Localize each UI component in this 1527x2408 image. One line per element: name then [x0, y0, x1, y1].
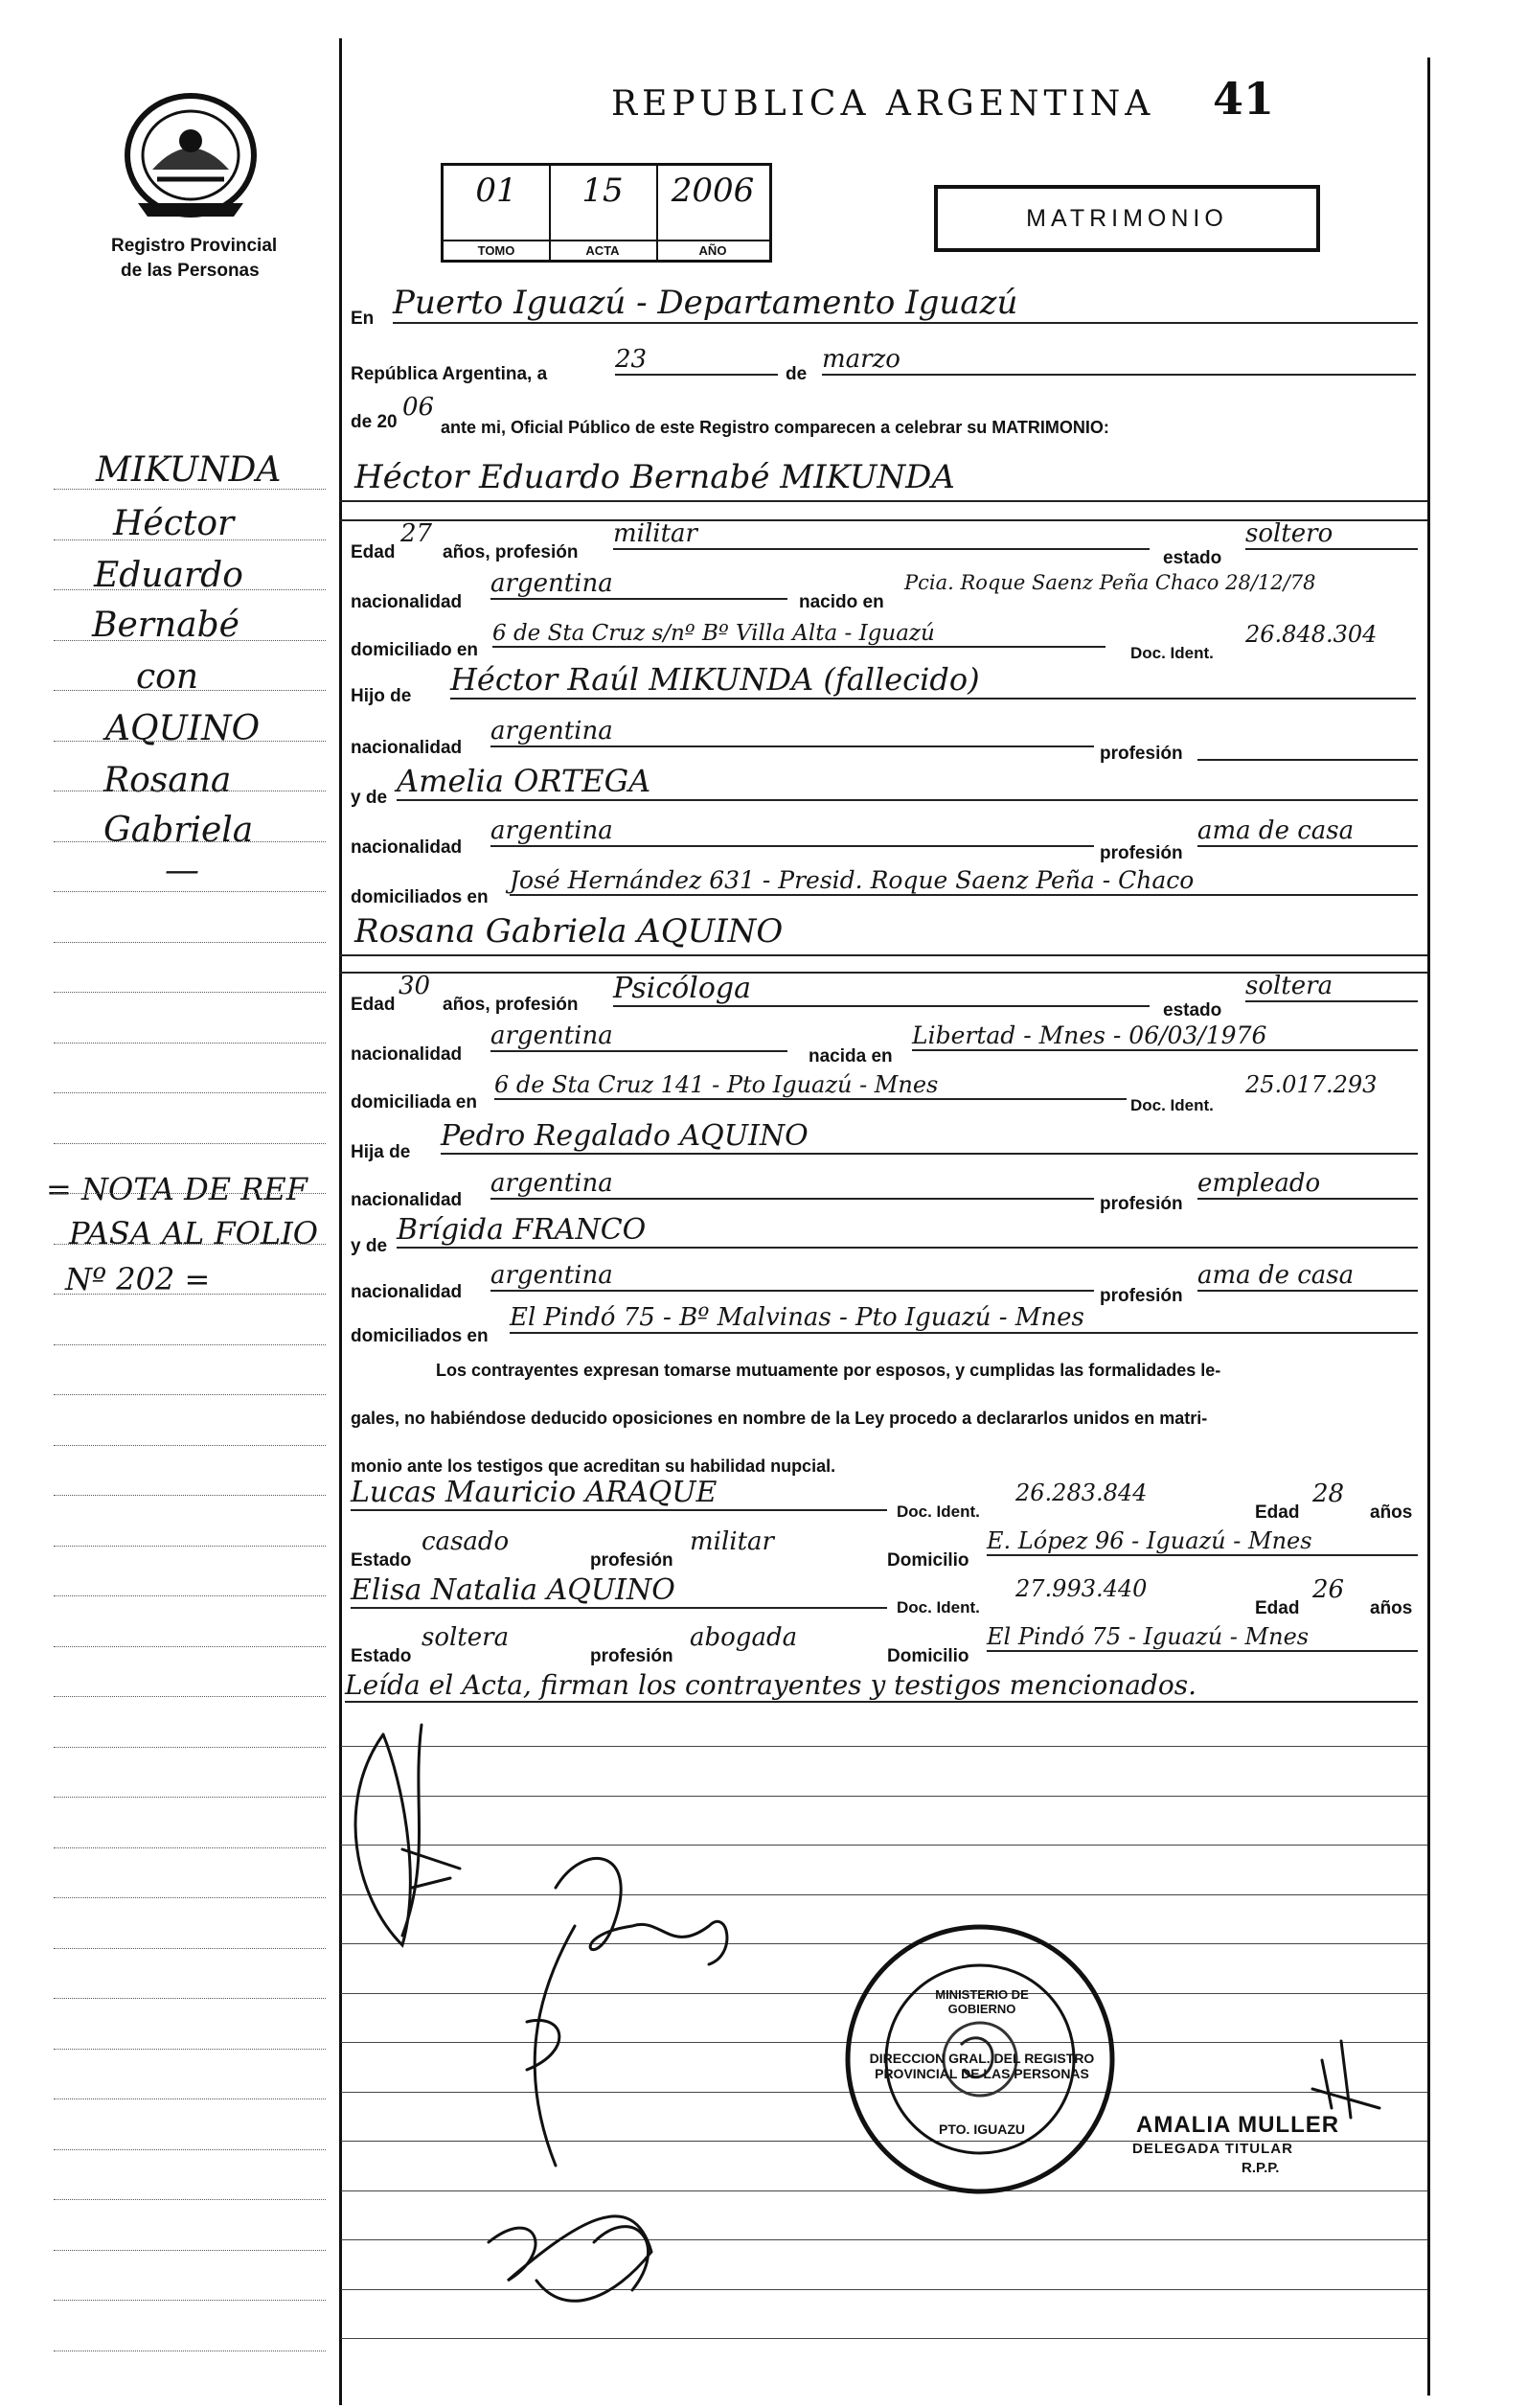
groom-mother: Amelia ORTEGA	[397, 763, 1418, 801]
margin-note-line3: Nº 202 =	[65, 1261, 211, 1297]
groom-edad: 27	[400, 519, 433, 548]
margin-dotted-line	[54, 1294, 326, 1295]
bride-profesion: Psicóloga	[613, 972, 1150, 1007]
margin-dotted-line	[54, 2199, 326, 2200]
bride-nac-label: nacionalidad	[351, 1044, 463, 1065]
witness1-dom-label: Domicilio	[887, 1550, 969, 1571]
margin-dotted-line	[54, 1696, 326, 1697]
tomo-cell	[444, 166, 551, 260]
margin-name-3: Eduardo	[94, 556, 243, 595]
bride-edad-label: Edad	[351, 995, 396, 1015]
groom-profesion-label: años, profesión	[443, 542, 579, 562]
witness2-doc-label: Doc. Ident.	[897, 1598, 980, 1617]
margin-dotted-line	[54, 1595, 326, 1596]
margin-name-6: AQUINO	[105, 709, 261, 748]
year-prefix: de 20	[351, 412, 398, 432]
groom-parents-dom-label: domiciliados en	[351, 887, 489, 907]
registry-name-line2: de las Personas	[121, 261, 260, 281]
bride-estado-label: estado	[1163, 1000, 1222, 1021]
ante-text: ante mi, Oficial Público de este Registro comparecen a celebrar su MATRIMONIO:	[441, 418, 1109, 437]
acta-value: 15	[581, 172, 624, 210]
margin-dotted-line	[54, 2098, 326, 2099]
bride-nac: argentina	[490, 1021, 787, 1052]
margin-name-8: Gabriela	[103, 811, 254, 850]
groom-dom-label: domiciliado en	[351, 640, 479, 660]
groom-mother-nac: argentina	[490, 816, 1094, 847]
day-value: 23	[615, 345, 778, 376]
groom-estado-label: estado	[1163, 548, 1222, 568]
margin-name-1: MIKUNDA	[96, 450, 282, 490]
page-number: 41	[1213, 73, 1275, 125]
groom-father-prof-label: profesión	[1100, 744, 1183, 764]
margin-dotted-line	[54, 1747, 326, 1748]
margin-dotted-line	[54, 841, 326, 842]
groom-father-nac: argentina	[490, 717, 1094, 747]
ano-value: 2006	[671, 172, 755, 210]
margin-name-7: Rosana	[103, 761, 232, 800]
witness2-prof: abogada	[690, 1623, 798, 1652]
bride-father-nac-label: nacionalidad	[351, 1190, 463, 1210]
margin-dotted-line	[54, 2049, 326, 2050]
groom-nacido: Pcia. Roque Saenz Peña Chaco 28/12/78	[904, 571, 1316, 594]
groom-profesion: militar	[613, 519, 1150, 550]
de-label: de	[786, 364, 808, 384]
declaration-line2: gales, no habiéndose deducido oposiciones en nombre de la Ley procedo a declararlos unidos en matri-	[351, 1409, 1208, 1428]
margin-dotted-line	[54, 942, 326, 943]
year-suffix: 06	[402, 393, 435, 422]
stamp-ring-text: DIRECCION GRAL. DEL REGISTRO PROVINCIAL DE LAS PERSONAS	[869, 2051, 1095, 2081]
margin-dotted-line	[54, 489, 326, 490]
witness1-prof: militar	[690, 1527, 774, 1556]
bride-mother-prof: ama de casa	[1197, 1261, 1418, 1292]
witness1-estado: casado	[422, 1527, 510, 1556]
margin-dotted-line	[54, 1646, 326, 1647]
bride-father: Pedro Regalado AQUINO	[441, 1119, 1418, 1155]
witness1-prof-label: profesión	[590, 1550, 673, 1571]
right-vertical-rule	[1427, 57, 1430, 2396]
witness2-prof-label: profesión	[590, 1646, 673, 1666]
margin-dotted-line	[54, 1244, 326, 1245]
groom-nac-label: nacionalidad	[351, 592, 463, 612]
margin-dotted-line	[54, 992, 326, 993]
margin-dotted-line	[54, 1394, 326, 1395]
groom-edad-label: Edad	[351, 542, 396, 562]
margin-dotted-line	[54, 1797, 326, 1798]
witness2-estado: soltera	[422, 1623, 510, 1652]
tomo-acta-ano-box	[441, 163, 772, 263]
witness2-dom-label: Domicilio	[887, 1646, 969, 1666]
bride-parents-dom-label: domiciliados en	[351, 1326, 489, 1346]
witness1-doc-label: Doc. Ident.	[897, 1502, 980, 1521]
groom-dom: 6 de Sta Cruz s/nº Bº Villa Alta - Iguazú	[492, 621, 1105, 648]
groom-doc: 26.848.304	[1245, 621, 1378, 648]
bride-dom: 6 de Sta Cruz 141 - Pto Iguazú - Mnes	[494, 1071, 1127, 1100]
tomo-label: TOMO	[444, 240, 549, 258]
bride-doc-label: Doc. Ident.	[1130, 1096, 1214, 1114]
margin-dotted-line	[54, 1445, 326, 1446]
margin-dotted-line	[54, 891, 326, 892]
groom-name-rule	[339, 500, 1427, 502]
bride-edad: 30	[399, 972, 431, 1000]
margin-dotted-line	[54, 1092, 326, 1093]
margin-dotted-line	[54, 2300, 326, 2301]
groom-mother-nac-label: nacionalidad	[351, 837, 463, 858]
groom-nacido-label: nacido en	[799, 592, 884, 612]
declaration-line3: monio ante los testigos que acreditan su habilidad nupcial.	[351, 1456, 836, 1476]
officer-unit: R.P.P.	[1242, 2160, 1280, 2176]
bride-father-nac: argentina	[490, 1169, 1094, 1200]
margin-dotted-line	[54, 2149, 326, 2150]
groom-hijo-label: Hijo de	[351, 686, 412, 706]
acta-label: ACTA	[549, 240, 656, 258]
margin-dotted-line	[54, 1847, 326, 1848]
acta-cell	[549, 166, 658, 260]
closing-text: Leída el Acta, firman los contrayentes y testigos mencionados.	[345, 1669, 1418, 1703]
bride-father-prof-label: profesión	[1100, 1194, 1183, 1214]
witness1-dom: E. López 96 - Iguazú - Mnes	[987, 1527, 1418, 1556]
witness2-estado-label: Estado	[351, 1646, 412, 1666]
margin-name-2: Héctor	[113, 504, 235, 543]
witness1-edad: 28	[1312, 1479, 1345, 1508]
margin-name-9: —	[165, 851, 199, 890]
margin-dotted-line	[54, 640, 326, 641]
bride-estado: soltera	[1245, 972, 1418, 1002]
place-value: Puerto Iguazú - Departamento Iguazú	[393, 284, 1418, 324]
officer-title: DELEGADA TITULAR	[1132, 2141, 1293, 2157]
bride-father-prof: empleado	[1197, 1169, 1418, 1200]
bride-name-rule	[339, 954, 1427, 956]
left-vertical-rule	[339, 38, 342, 2405]
witness2-edad: 26	[1312, 1575, 1345, 1604]
groom-father-prof	[1197, 728, 1418, 761]
declaration-line1: Los contrayentes expresan tomarse mutuamente por esposos, y cumplidas las formalidades le-	[436, 1361, 1221, 1380]
witness2-anos-label: años	[1370, 1598, 1413, 1618]
witness2-name: Elisa Natalia AQUINO	[351, 1573, 887, 1609]
stamp-city: PTO. IGUAZU	[939, 2121, 1025, 2137]
bride-nacida: Libertad - Mnes - 06/03/1976	[912, 1021, 1418, 1051]
witness1-doc: 26.283.844	[1015, 1479, 1148, 1506]
groom-nac: argentina	[490, 569, 787, 600]
republic-heading: REPUBLICA ARGENTINA	[611, 84, 1155, 124]
margin-dotted-line	[54, 1193, 326, 1194]
bride-dom-label: domiciliada en	[351, 1092, 477, 1112]
bride-profesion-label: años, profesión	[443, 995, 579, 1015]
document-type-box	[934, 185, 1320, 252]
groom-father: Héctor Raúl MIKUNDA (fallecido)	[450, 661, 1416, 699]
bride-yde-label: y de	[351, 1236, 388, 1256]
tomo-value: 01	[475, 172, 517, 210]
witness1-edad-label: Edad	[1255, 1502, 1300, 1523]
margin-note-line1: = NOTA DE REF	[46, 1171, 308, 1207]
stamp-inner-text: MINISTERIO DE GOBIERNO	[935, 1987, 1029, 2016]
witness2-edad-label: Edad	[1255, 1598, 1300, 1618]
margin-dotted-line	[54, 1143, 326, 1144]
margin-dotted-line	[54, 741, 326, 742]
bride-hija-label: Hija de	[351, 1142, 411, 1162]
margin-note-line2: PASA AL FOLIO	[69, 1215, 318, 1251]
groom-doc-label: Doc. Ident.	[1130, 644, 1214, 662]
witness1-anos-label: años	[1370, 1502, 1413, 1523]
margin-dotted-line	[54, 690, 326, 691]
month-value: marzo	[822, 345, 1416, 376]
document-type-text: MATRIMONIO	[1026, 205, 1228, 232]
witness1-estado-label: Estado	[351, 1550, 412, 1571]
bride-mother: Brígida FRANCO	[397, 1213, 1418, 1249]
margin-dotted-line	[54, 1948, 326, 1949]
witness2-doc: 27.993.440	[1015, 1575, 1148, 1602]
margin-dotted-line	[54, 1344, 326, 1345]
groom-father-nac-label: nacionalidad	[351, 738, 463, 758]
margin-name-4: Bernabé	[92, 606, 239, 645]
provincial-seal	[119, 88, 262, 222]
ano-label: AÑO	[656, 240, 769, 258]
bride-mother-nac-label: nacionalidad	[351, 1282, 463, 1302]
groom-parents-dom: José Hernández 631 - Presid. Roque Saenz Peña - Chaco	[510, 866, 1418, 896]
bride-doc: 25.017.293	[1245, 1071, 1378, 1098]
bride-mother-prof-label: profesión	[1100, 1286, 1183, 1306]
ano-cell	[656, 166, 769, 260]
witness2-dom: El Pindó 75 - Iguazú - Mnes	[987, 1623, 1418, 1652]
margin-dotted-line	[54, 1998, 326, 1999]
groom-name: Héctor Eduardo Bernabé MIKUNDA	[354, 458, 955, 496]
bride-name: Rosana Gabriela AQUINO	[354, 912, 784, 951]
groom-yde-label: y de	[351, 788, 388, 808]
bride-mother-nac: argentina	[490, 1261, 1094, 1292]
margin-dotted-line	[54, 589, 326, 590]
margin-name-5: con	[136, 657, 199, 697]
bride-nacida-label: nacida en	[809, 1046, 893, 1066]
margin-dotted-line	[54, 1546, 326, 1547]
margin-dotted-line	[54, 1495, 326, 1496]
groom-mother-prof-label: profesión	[1100, 843, 1183, 863]
republica-label: República Argentina, a	[351, 364, 548, 384]
officer-name: AMALIA MULLER	[1136, 2112, 1340, 2138]
groom-estado: soltero	[1245, 519, 1418, 550]
en-label: En	[351, 309, 375, 329]
registry-name-line1: Registro Provincial	[111, 236, 278, 256]
bride-parents-dom: El Pindó 75 - Bº Malvinas - Pto Iguazú - Mnes	[510, 1303, 1418, 1334]
groom-mother-prof: ama de casa	[1197, 816, 1418, 847]
witness1-name: Lucas Mauricio ARAQUE	[351, 1476, 887, 1511]
margin-dotted-line	[54, 1897, 326, 1898]
margin-dotted-line	[54, 539, 326, 540]
margin-dotted-line	[54, 2250, 326, 2251]
